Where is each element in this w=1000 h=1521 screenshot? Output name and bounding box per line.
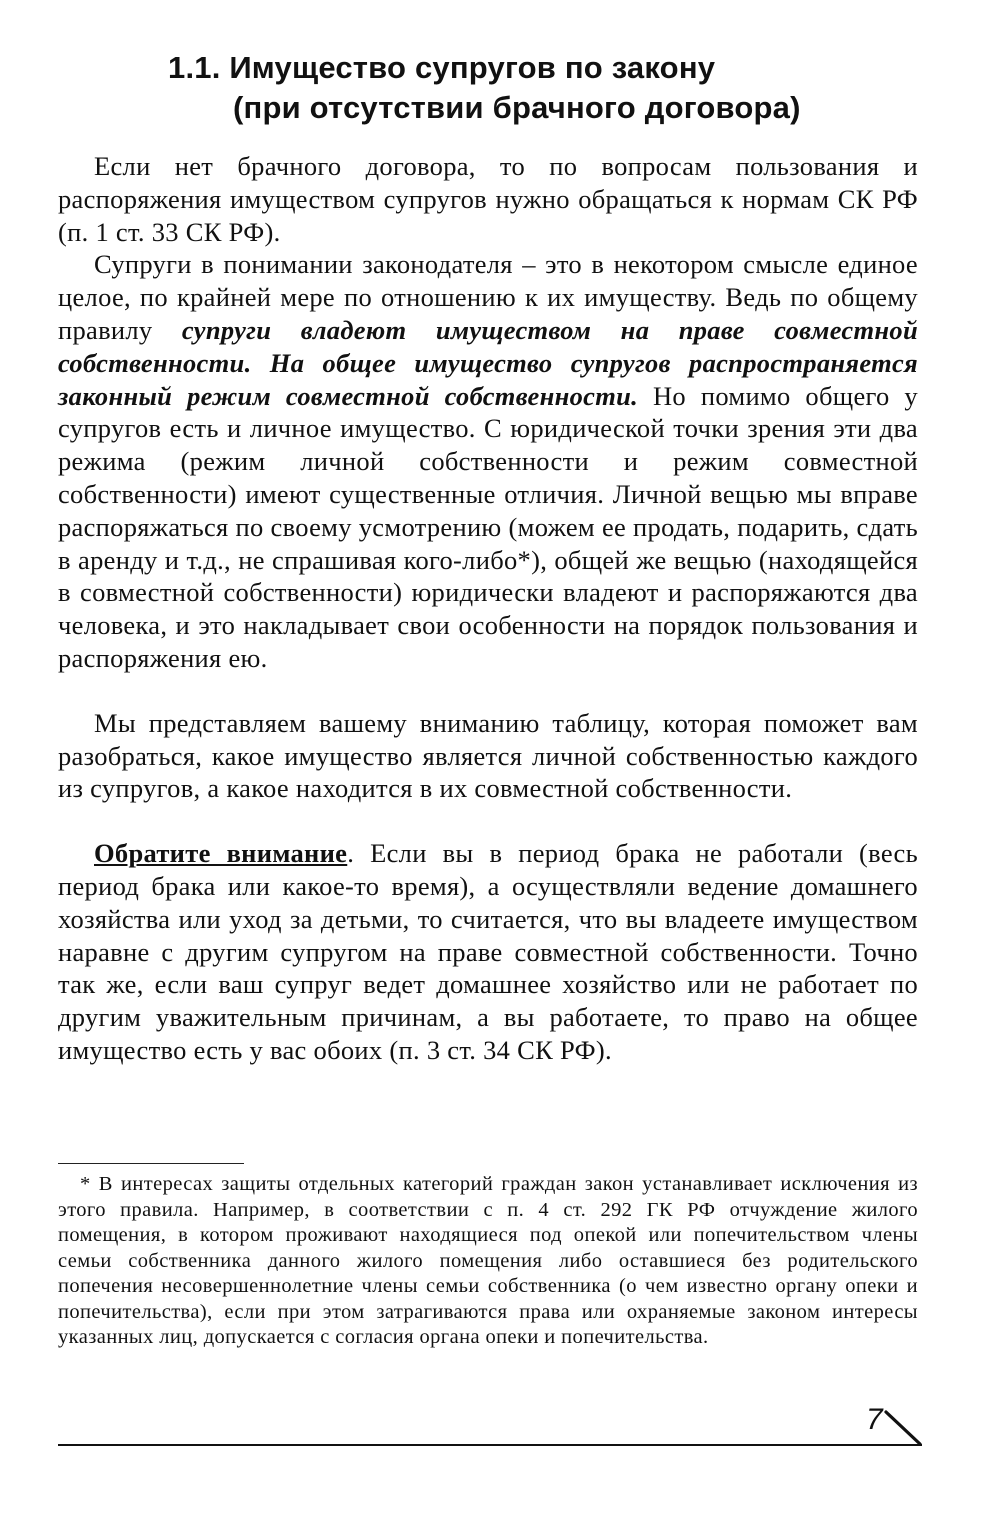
paragraph-attention <box>58 837 918 1067</box>
paragraph-spouses-property-end: Но помимо общего у супругов есть и личное имущество. С юридической точки зрения эти два режима (режим личной собственности и режим совместной собственности) имеют существенные отличия. Личной вещью мы вправе распоряжаться по своему усмотрению (можем ее продать, подарить, сдать в аренду и т.д., не спрашивая кого-либо*), общей же вещью (находящейся в совместной собственности) юридически владеют и распоряжаются два человека, и это накладывает свои особенности на порядок пользования и распоряжения ею. <box>58 380 918 673</box>
section-heading-line-2: (при отсутствии брачного договора) <box>233 90 801 125</box>
page-corner-icon <box>880 1408 924 1448</box>
paragraph-table-intro: Мы представляем вашему вниманию таблицу, которая поможет вам разобраться, какое имущество является личной собственностью каждого из супругов, а какое находится в их совместной собственности. <box>58 707 918 804</box>
footnote-divider <box>58 1163 244 1164</box>
paragraph-intro: Если нет брачного договора, то по вопросам пользования и распоряжения имуществом супругов нужно обращаться к нормам СК РФ (п. 1 ст. 33 СК РФ). <box>58 151 918 247</box>
section-heading-line-1: 1.1. Имущество супругов по закону <box>168 50 716 85</box>
page-number: 7 <box>866 1403 883 1436</box>
emphasis-joint-ownership: супруги владеют имуществом на праве совместной собственности. На общее имущество супругов распространяется законный режим совместной собственности. <box>58 314 918 411</box>
main-text <box>58 150 918 1067</box>
attention-text: . Если вы в период брака не работали (весь период брака или какое-то время), а осуществляли ведение домашнего хозяйства или уход за детьми, то считается, что вы владеете имуществом наравне с другим супругом на праве совместной собственности. Точно так же, если ваш супруг ведет домашнее хозяйство или не работает по другим уважительным причинам, а вы работаете, то право на общее имущество есть у вас обоих (п. 3 ст. 34 СК РФ). <box>58 838 918 1065</box>
attention-label: Обратите внимание <box>94 838 348 869</box>
paragraph-spouses-property-start: Супруги в понимании законодателя – это в некотором смысле единое целое, по крайней мере по отношению к их имуществу. Ведь по общему правилу <box>58 249 918 345</box>
section-heading <box>168 48 928 128</box>
footnote: * В интересах защиты отдельных категорий граждан закон устанавливает исключения из этого правила. Например, в соответствии с п. 4 ст. 292 ГК РФ отчуждение жилого помещения, в котором проживают находящиеся под опекой или попечительством члены семьи собственника данного жилого помещения либо оставшиеся без родительского попечения несовершеннолетние члены семьи собственника (о чем известно органу опеки и попечительства), если при этом затрагиваются права или охраняемые законом интересы указанных лиц, допускается с согласия органа опеки и попечительства. <box>58 1173 918 1348</box>
paragraph-spouses-property <box>58 248 918 674</box>
page-bottom-rule <box>58 1444 922 1446</box>
